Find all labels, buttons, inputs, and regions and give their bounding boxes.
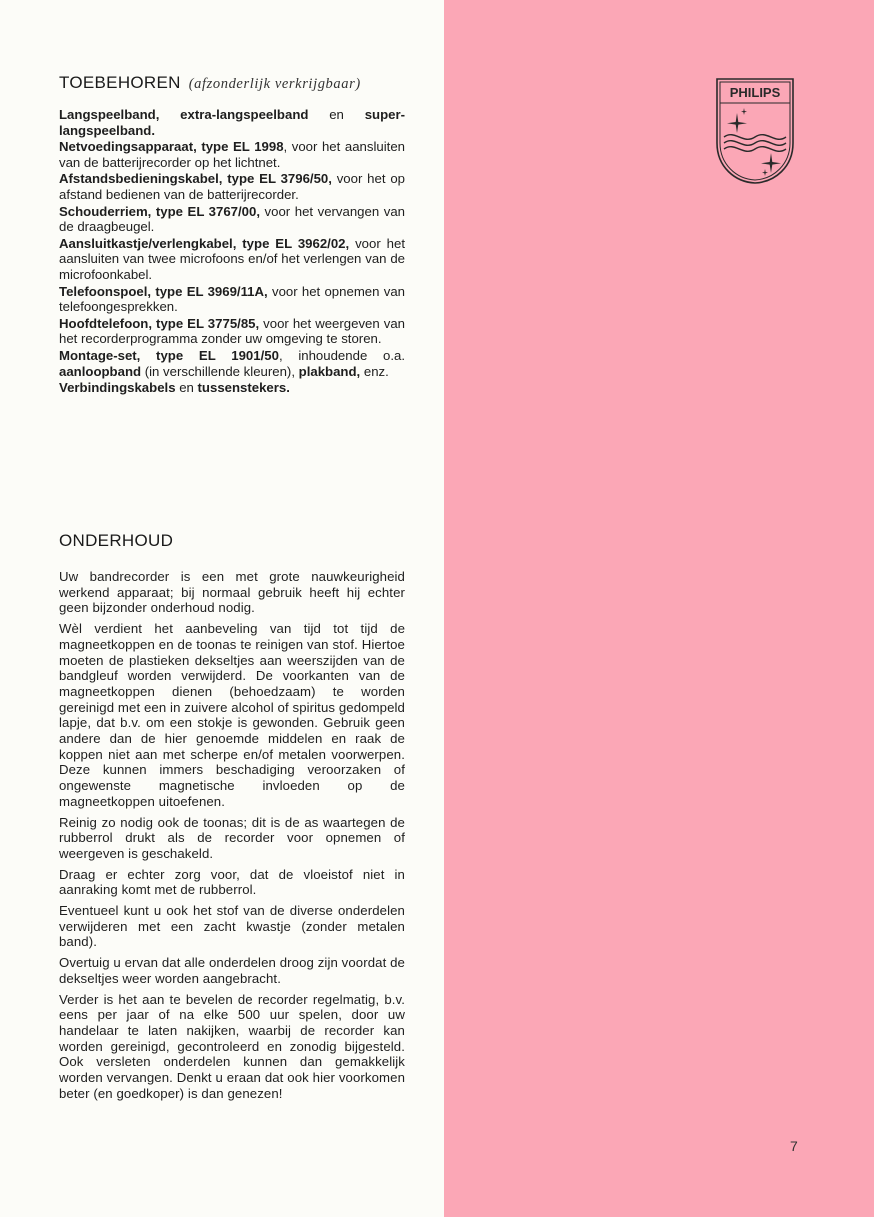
list-item: Montage-set, type EL 1901/50, inhoudende o.a. aanloopband (in verschillende kleuren), plakband, enz.: [59, 347, 406, 379]
paragraph: Overtuig u ervan dat alle onderdelen droog zijn voordat de dekseltjes weer worden aangebracht.: [59, 955, 405, 986]
list-item: Schouderriem, type EL 3767/00, voor het vervangen van de draagbeugel.: [59, 203, 405, 235]
accessories-subtitle: (afzonderlijk verkrijgbaar): [188, 76, 361, 92]
maintenance-section: [59, 531, 405, 1107]
list-item: Afstandsbedieningskabel, type EL 3796/50, voor het op afstand bedienen van de batterijrecorder.: [59, 171, 405, 202]
list-item: Hoofdtelefoon, type EL 3775/85, voor het weergeven van het recorderprogramma zonder uw omgeving te storen.: [59, 315, 405, 347]
list-item: Langspeelband, extra-langspeelband en super-langspeelband.: [59, 107, 405, 138]
paragraph: Verder is het aan te bevelen de recorder regelmatig, b.v. eens per jaar of na elke 500 uur spelen, door uw handelaar te laten nakijken, waarbij de recorder kan worden gereinigd, gecontroleerd en zonodig bijgesteld. Ook versleten onderdelen kunnen dan gemakkelijk worden vervangen. Denkt u eraan dat ook hier voorkomen beter (en goedkoper) is dan genezen!: [59, 991, 405, 1101]
paragraph: Eventueel kunt u ook het stof van de diverse onderdelen verwijderen met een zacht kwastje (zonder metalen band).: [59, 903, 405, 950]
accessories-list: [59, 107, 405, 396]
pink-panel: [444, 0, 874, 1217]
list-item: Netvoedingsapparaat, type EL 1998, voor het aansluiten van de batterijrecorder op het lichtnet.: [59, 139, 405, 170]
list-item: Aansluitkastje/verlengkabel, type EL 3962/02, voor het aansluiten van twee microfoons en/of het verlengen van de microfoonkabel.: [59, 235, 405, 282]
accessories-heading: [59, 73, 405, 93]
paragraph: Wèl verdient het aanbeveling van tijd tot tijd de magneetkoppen en de toonas te reinigen van stof. Hiertoe moeten de plastieken dekseltjes aan weerszijden van de bandgleuf worden verwijderd. De voorkanten van de magneetkoppen dienen (behoedzaam) te worden gereinigd met een in zuivere alcohol of spiritus gedompeld lapje, dat b.v. om een stokje is gewonden. Gebruik geen andere dan de hier genoemde middelen en raak de koppen niet aan met scherpe en/of metalen voorwerpen. Deze kunnen immers beschadiging veroorzaken of ongewenste magnetische invloeden op de magneetkoppen uitoefenen.: [59, 621, 405, 809]
philips-shield-icon: [715, 77, 795, 185]
maintenance-body: [59, 569, 405, 1102]
paragraph: Uw bandrecorder is een met grote nauwkeurigheid werkend apparaat; bij normaal gebruik heeft hij echter geen bijzonder onderhoud nodig.: [59, 569, 405, 616]
maintenance-title: ONDERHOUD: [59, 531, 174, 550]
list-item: Verbindingskabels en tussenstekers.: [59, 380, 290, 396]
logo-text: PHILIPS: [729, 85, 781, 100]
list-item: Telefoonspoel, type EL 3969/11A, voor het opnemen van telefoongesprekken.: [59, 283, 405, 315]
accessories-section: [59, 73, 405, 396]
page-number: 7: [790, 1138, 798, 1154]
paragraph: Reinig zo nodig ook de toonas; dit is de as waartegen de rubberrol drukt als de recorder voor opnemen of weergeven is geschakeld.: [59, 814, 405, 861]
accessories-title: TOEBEHOREN: [59, 73, 181, 92]
paragraph: Draag er echter zorg voor, dat de vloeistof niet in aanraking komt met de rubberrol.: [59, 866, 405, 898]
